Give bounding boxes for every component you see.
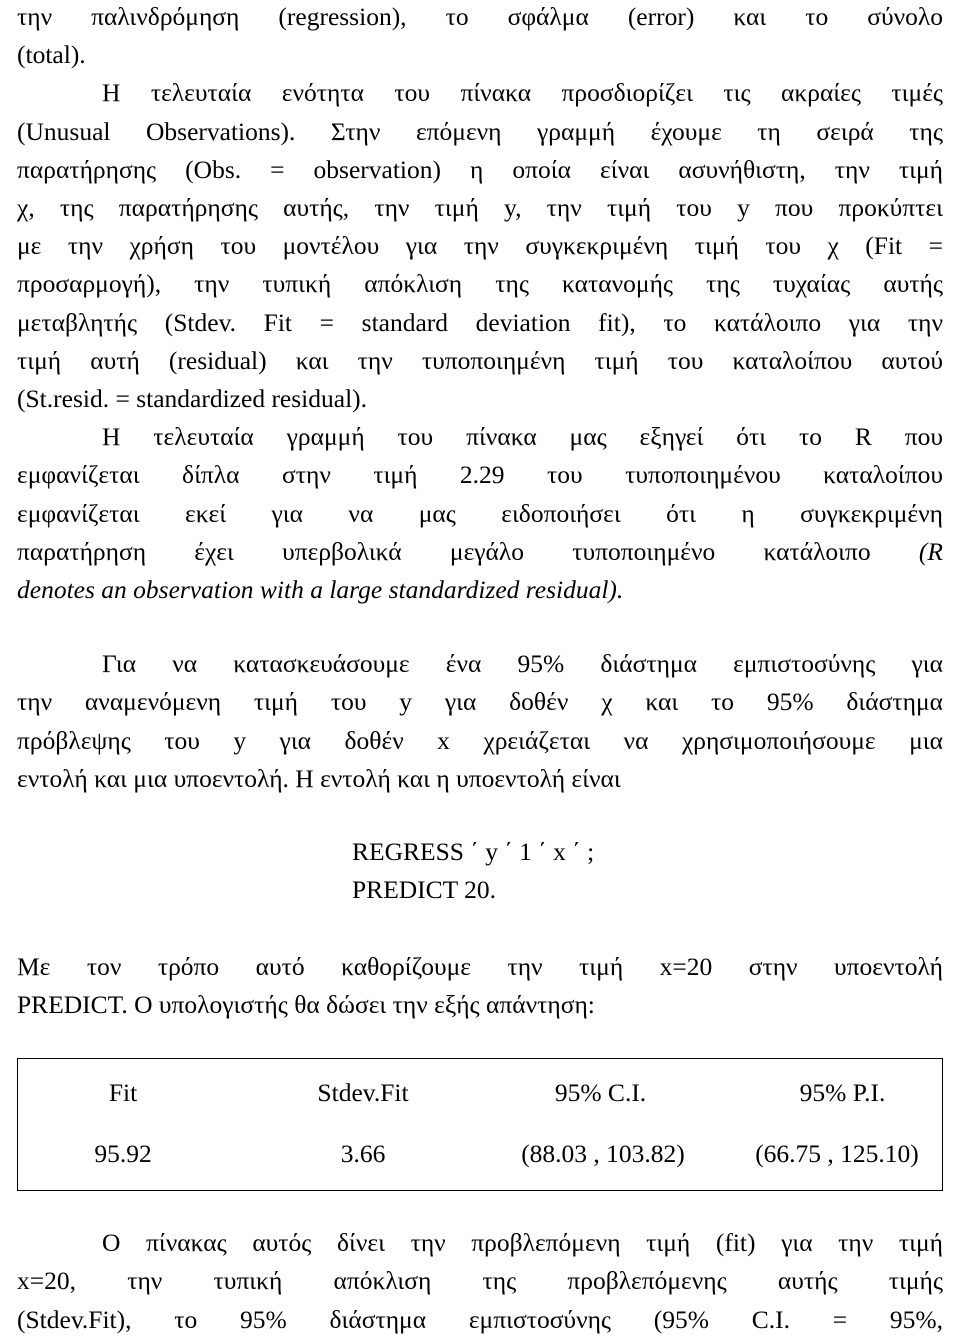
- text-line: μεταβλητής (Stdev. Fit = standard deviation fit), το κατάλοιπο για την: [17, 307, 943, 337]
- text-line: προσαρμογή), την τυπική απόκλιση της κατανομής της τυχαίας αυτής: [17, 269, 943, 299]
- command-regress: REGRESS ΄ y ΄ 1 ΄ x ΄ ;: [352, 837, 595, 866]
- table-header-fit: Fit: [108, 1078, 138, 1107]
- table-header-pi: 95% P.I.: [799, 1078, 886, 1107]
- text-line: (Unusual Observations). Στην επόμενη γραμμή έχουμε τη σειρά της: [17, 116, 943, 146]
- text-line: πρόβλεψης του y για δοθέν x χρειάζεται να χρησιμοποιήσουμε μια: [17, 725, 943, 755]
- table-cell-pi: (66.75 , 125.10): [755, 1139, 919, 1168]
- text-line: (total).: [17, 40, 86, 70]
- text-line: με την χρήση του μοντέλου για την συγκεκριμένη τιμή του χ (Fit =: [17, 231, 943, 261]
- text-line: την παλινδρόμηση (regression), το σφάλμα (error) και το σύνολο: [17, 2, 943, 31]
- text-line: χ, της παρατήρησης αυτής, την τιμή y, την τιμή του y που προκύπτει: [17, 193, 943, 222]
- table-cell-stdev-fit: 3.66: [340, 1139, 386, 1168]
- text-line: Η τελευταία ενότητα του πίνακα προσδιορίζει τις ακραίες τιμές: [102, 78, 943, 108]
- text-line: τιμή αυτή (residual) και την τυποποιημένη τιμή του καταλοίπου αυτού: [17, 345, 943, 375]
- table-cell-ci: (88.03 , 103.82): [521, 1139, 685, 1168]
- text-line: PREDICT. Ο υπολογιστής θα δώσει την εξής απάντηση:: [17, 990, 595, 1019]
- table-header-ci: 95% C.I.: [554, 1078, 647, 1107]
- text-line: Με τον τρόπο αυτό καθορίζουμε την τιμή x=20 στην υποεντολή: [17, 952, 943, 981]
- text-line: Η τελευταία γραμμή του πίνακα μας εξηγεί ότι το R που: [102, 422, 943, 452]
- text-line: Για να κατασκευάσουμε ένα 95% διάστημα εμπιστοσύνης για: [102, 649, 943, 678]
- text-line: (Stdev.Fit), το 95% διάστημα εμπιστοσύνης (95% C.I. = 95%,: [17, 1304, 943, 1334]
- table-header-stdev-fit: Stdev.Fit: [317, 1078, 409, 1107]
- command-predict: PREDICT 20.: [352, 875, 497, 904]
- text-line: εμφανίζεται δίπλα στην τιμή 2.29 του τυποποιημένου καταλοίπου: [17, 460, 943, 490]
- text-line: παρατήρηση έχει υπερβολικά μεγάλο τυποποιημένο κατάλοιπο (R: [17, 536, 943, 566]
- text-line: denotes an observation with a large standardized residual).: [17, 575, 624, 604]
- text-line: Ο πίνακας αυτός δίνει την προβλεπόμενη τιμή (fit) για την τιμή: [102, 1228, 943, 1257]
- text-line: παρατήρησης (Obs. = observation) η οποία είναι ασυνήθιστη, την τιμή: [17, 154, 943, 184]
- prediction-table: [17, 1058, 943, 1191]
- text-line: εμφανίζεται εκεί για να μας ειδοποιήσει ότι η συγκεκριμένη: [17, 498, 943, 528]
- text-line: την αναμενόμενη τιμή του y για δοθέν χ και το 95% διάστημα: [17, 687, 943, 717]
- italic-text: (R: [918, 536, 943, 566]
- text-line: εντολή και μια υποεντολή. Η εντολή και η υποεντολή είναι: [17, 763, 621, 793]
- text-line: x=20, την τυπική απόκλιση της προβλεπόμενης αυτής τιμής: [17, 1266, 943, 1296]
- table-cell-fit: 95.92: [94, 1139, 152, 1168]
- text-line: (St.resid. = standardized residual).: [17, 384, 368, 413]
